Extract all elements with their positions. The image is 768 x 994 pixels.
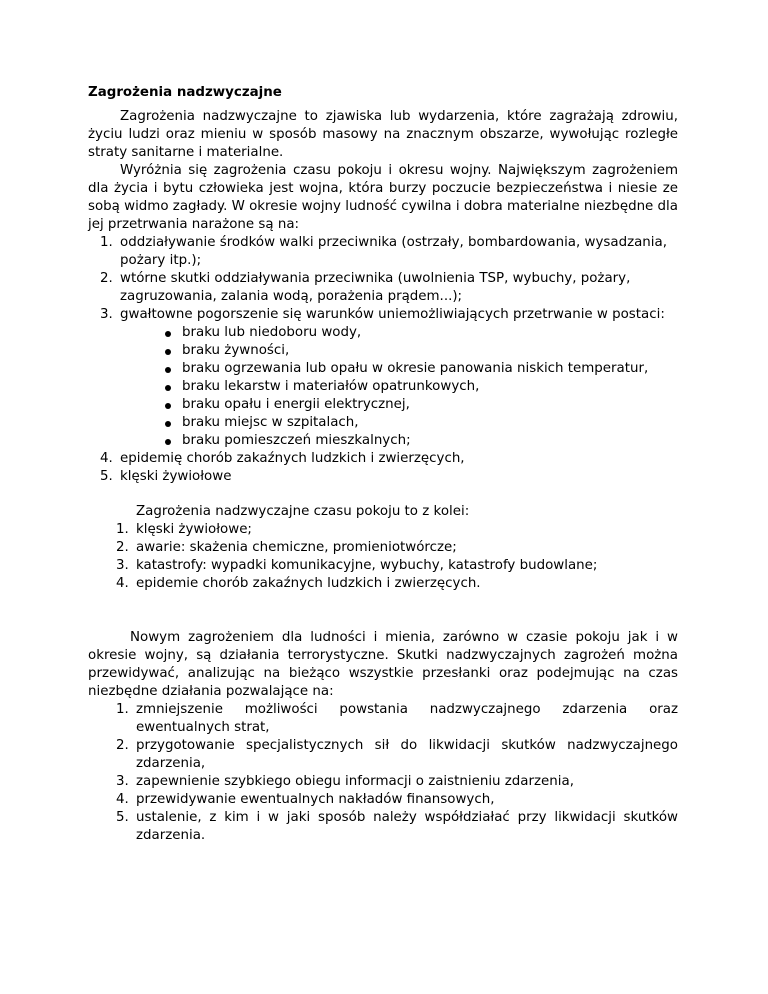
bullet-dot-icon xyxy=(165,439,171,445)
bullet-item xyxy=(182,324,678,342)
bullet-dot-icon xyxy=(165,349,171,355)
list-item-text: ustalenie, z kim i w jaki sposób należy współdziałać przy likwidacji skutków zdarzenia. xyxy=(136,810,678,843)
list-number: 1. xyxy=(116,702,129,717)
bullet-dot-icon xyxy=(165,331,171,337)
list-item xyxy=(88,234,678,270)
bullet-dot-icon xyxy=(165,421,171,427)
list-item xyxy=(88,306,678,450)
list-number: 3. xyxy=(116,774,129,789)
list-number: 2. xyxy=(116,540,129,555)
list-item xyxy=(88,557,678,575)
list-number: 1. xyxy=(116,522,129,537)
prevention-actions-list xyxy=(88,701,678,845)
bullet-item xyxy=(182,378,678,396)
list-item-text: epidemię chorób zakaźnych ludzkich i zwierzęcych, xyxy=(120,451,465,466)
list-item xyxy=(88,539,678,557)
bullet-text: braku opału i energii elektrycznej, xyxy=(182,397,410,412)
bullet-item xyxy=(182,360,678,378)
list-item xyxy=(88,450,678,468)
peace-threats-intro: Zagrożenia nadzwyczajne czasu pokoju to z kolei: xyxy=(136,504,470,519)
list-item-text: awarie: skażenia chemiczne, promieniotwórcze; xyxy=(136,540,457,555)
list-item-text: zmniejszenie możliwości powstania nadzwyczajnego zdarzenia oraz ewentualnych strat, xyxy=(136,702,678,735)
list-item xyxy=(88,521,678,539)
list-number: 1. xyxy=(100,235,113,250)
list-item xyxy=(88,773,678,791)
list-item xyxy=(88,737,678,773)
list-item xyxy=(88,701,678,737)
document-title: Zagrożenia nadzwyczajne xyxy=(88,85,282,100)
list-item-text: katastrofy: wypadki komunikacyjne, wybuchy, katastrofy budowlane; xyxy=(136,558,598,573)
list-item-text: klęski żywiołowe xyxy=(120,469,232,484)
list-item-text: klęski żywiołowe; xyxy=(136,522,252,537)
list-number: 2. xyxy=(100,271,113,286)
bullet-dot-icon xyxy=(165,403,171,409)
list-item-text: gwałtowne pogorszenie się warunków uniemożliwiających przetrwanie w postaci: xyxy=(120,307,665,322)
bullet-text: braku ogrzewania lub opału w okresie panowania niskich temperatur, xyxy=(182,361,649,376)
peace-threats-list xyxy=(88,521,678,593)
bullet-item xyxy=(182,342,678,360)
list-item-text: przygotowanie specjalistycznych sił do likwidacji skutków nadzwyczajnego zdarzenia, xyxy=(136,738,678,771)
list-item-text: zapewnienie szybkiego obiegu informacji o zaistnieniu zdarzenia, xyxy=(136,774,574,789)
bullet-text: braku lekarstw i materiałów opatrunkowych, xyxy=(182,379,480,394)
war-threats-list xyxy=(88,234,678,486)
bullet-list xyxy=(120,324,678,450)
bullet-text: braku żywności, xyxy=(182,343,290,358)
bullet-text: braku miejsc w szpitalach, xyxy=(182,415,359,430)
list-number: 4. xyxy=(100,451,113,466)
bullet-text: braku lub niedoboru wody, xyxy=(182,325,362,340)
list-item-text: oddziaływanie środków walki przeciwnika (ostrzały, bombardowania, wysadzania, pożary itp.); xyxy=(120,235,667,268)
list-item xyxy=(88,468,678,486)
list-number: 4. xyxy=(116,576,129,591)
list-item-text: epidemie chorób zakaźnych ludzkich i zwierzęcych. xyxy=(136,576,481,591)
bullet-item xyxy=(182,414,678,432)
bullet-dot-icon xyxy=(165,367,171,373)
list-number: 5. xyxy=(116,810,129,825)
list-number: 3. xyxy=(116,558,129,573)
list-item-text: przewidywanie ewentualnych nakładów finansowych, xyxy=(136,792,495,807)
bullet-text: braku pomieszczeń mieszkalnych; xyxy=(182,433,411,448)
bullet-item xyxy=(182,432,678,450)
list-number: 2. xyxy=(116,738,129,753)
bullet-dot-icon xyxy=(165,385,171,391)
list-number: 3. xyxy=(100,307,113,322)
list-item xyxy=(88,791,678,809)
list-number: 4. xyxy=(116,792,129,807)
document-page xyxy=(88,84,678,845)
list-number: 5. xyxy=(100,469,113,484)
list-item xyxy=(88,575,678,593)
paragraph-definition: Zagrożenia nadzwyczajne to zjawiska lub wydarzenia, które zagrażają zdrowiu, życiu ludzi oraz mieniu w sposób masowy na znacznym obszarze, wywołując rozległe straty sanitarne i materialne. xyxy=(88,109,678,160)
list-item xyxy=(88,809,678,845)
bullet-item xyxy=(182,396,678,414)
paragraph-war-threats: Wyróżnia się zagrożenia czasu pokoju i okresu wojny. Największym zagrożeniem dla życia i bytu człowieka jest wojna, która burzy poczucie bezpieczeństwa i niesie ze sobą widmo zagłady. W okresie wojny ludność cywilna i dobra materialne niezbędne dla jej przetrwania narażone są na: xyxy=(88,163,678,232)
list-item xyxy=(88,270,678,306)
paragraph-terrorism: Nowym zagrożeniem dla ludności i mienia, zarówno w czasie pokoju jak i w okresie wojny, są działania terrorystyczne. Skutki nadzwyczajnych zagrożeń można przewidywać, analizując na bieżąco wszystkie przesłanki oraz podejmując na czas niezbędne działania pozwalające na: xyxy=(88,630,678,699)
list-item-text: wtórne skutki oddziaływania przeciwnika (uwolnienia TSP, wybuchy, pożary, zagruzowania, zalania wodą, porażenia prądem...); xyxy=(120,271,631,304)
